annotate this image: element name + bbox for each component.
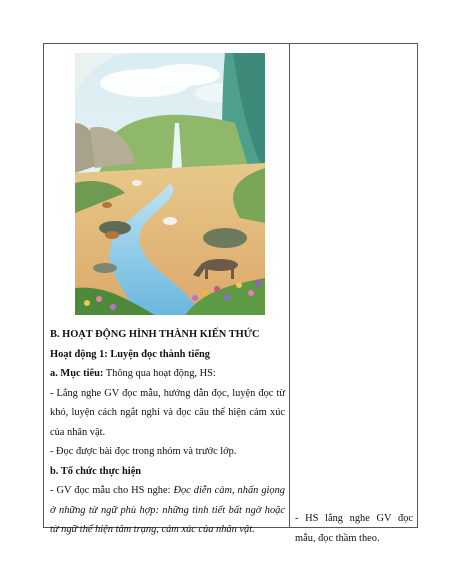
- activity-title: Hoạt động 1: Luyện đọc thành tiếng: [50, 348, 210, 360]
- lesson-content: [50, 325, 285, 540]
- mountain-stream-illustration: [75, 53, 265, 315]
- table-row: [44, 44, 418, 528]
- student-activity-column: [290, 44, 418, 544]
- objective-label: a. Mục tiêu:: [50, 368, 104, 379]
- objective-text: Thông qua hoạt động, HS:: [103, 368, 216, 379]
- teacher-activity-column: [44, 44, 290, 535]
- objective-item: - Lắng nghe GV đọc mẫu, hướng dẫn đọc, luyện đọc từ khó, luyện cách ngắt nghỉ và đọc câu thể hiện cảm xúc của nhân vật.: [50, 387, 285, 438]
- teacher-instruction-prefix: - GV đọc mẫu cho HS nghe:: [50, 485, 174, 496]
- teacher-instruction-detail: Đọc diễn cảm, nhấn giọng ở những từ ngữ phù hợp: những tình tiết bất ngờ hoặc từ ngữ thể hiện tâm trạng, cảm xúc của nhân vật.: [50, 485, 286, 535]
- organization-label: b. Tổ chức thực hiện: [50, 465, 142, 477]
- teacher-instruction: [50, 481, 285, 540]
- objective-item: - Đọc được bài đọc trong nhóm và trước lớp.: [50, 446, 237, 457]
- section-heading: B. HOẠT ĐỘNG HÌNH THÀNH KIẾN THỨC: [50, 329, 260, 340]
- objective-line: [50, 364, 285, 384]
- student-response: - HS lắng nghe GV đọc mẫu, đọc thầm theo.: [295, 513, 413, 544]
- lesson-table: [43, 43, 418, 544]
